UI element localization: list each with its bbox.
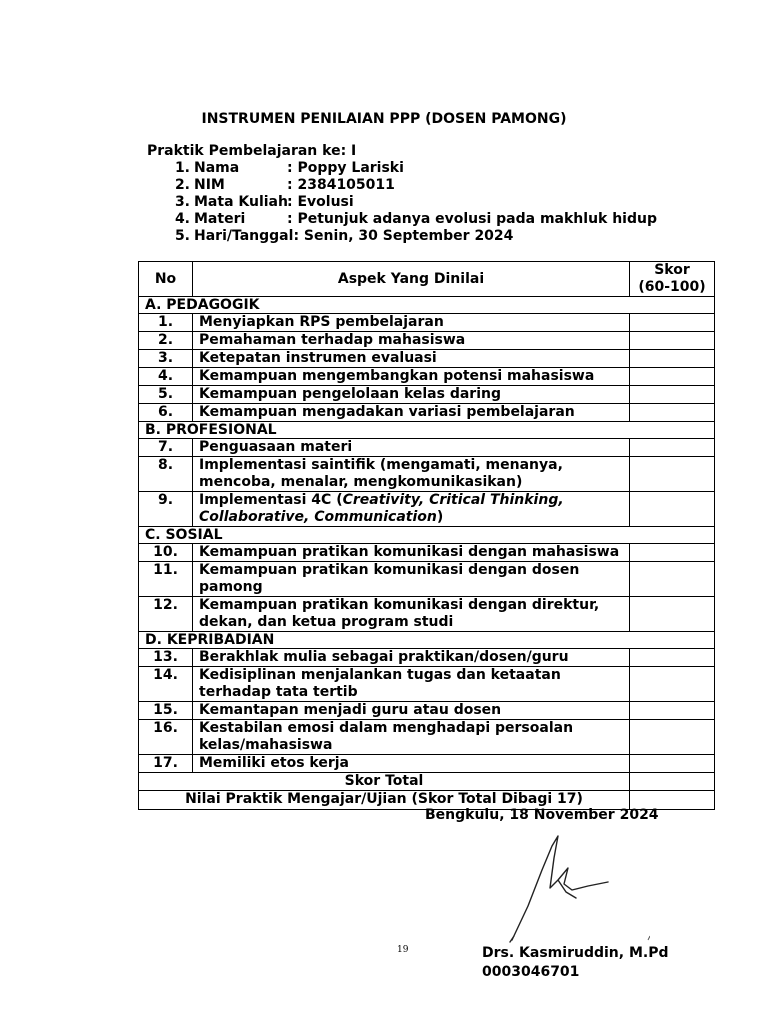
table-row [139, 667, 715, 702]
row-aspect [193, 368, 630, 386]
row-score-cell [630, 404, 715, 422]
row-score-cell [630, 350, 715, 368]
row-aspect-italic: Creativity, Critical Thinking, Collaborative, Communication [199, 492, 564, 525]
row-aspect [193, 667, 630, 702]
table-row [139, 350, 715, 368]
intro-item-label: Materi [194, 211, 246, 227]
row-number: 10. [139, 544, 193, 562]
row-aspect [193, 649, 630, 667]
row-number: 11. [139, 562, 193, 597]
intro-item [147, 228, 657, 245]
row-aspect-after: ) [436, 509, 444, 525]
intro-item-value: : Senin, 30 September 2024 [293, 228, 514, 244]
row-aspect-text: Kemampuan pengelolaan kelas daring [199, 386, 501, 402]
row-aspect-text: Kemampuan pratikan komunikasi dengan dosen pamong [199, 562, 580, 595]
final-label: Nilai Praktik Mengajar/Ujian (Skor Total Dibagi 17) [139, 791, 630, 810]
assessment-table [138, 261, 715, 810]
intro-item-value: : Evolusi [287, 194, 354, 210]
handwritten-signature [480, 828, 650, 948]
row-score-cell [630, 649, 715, 667]
table-row [139, 457, 715, 492]
intro-item-number: 5. [174, 228, 190, 244]
header-score-line1: Skor [654, 262, 690, 278]
intro-heading: Praktik Pembelajaran ke: I [147, 143, 357, 159]
row-number: 4. [139, 368, 193, 386]
row-aspect [193, 404, 630, 422]
row-aspect [193, 492, 630, 527]
page-number: 19 [397, 945, 409, 955]
row-aspect-text: Kemantapan menjadi guru atau dosen [199, 702, 502, 718]
table-row [139, 755, 715, 773]
row-aspect-text: Kestabilan emosi dalam menghadapi persoalan kelas/mahasiswa [199, 720, 574, 753]
row-number: 14. [139, 667, 193, 702]
table-row [139, 702, 715, 720]
section-title: A. PEDAGOGIK [139, 297, 715, 314]
row-aspect-text: Kemampuan pratikan komunikasi dengan mahasiswa [199, 544, 620, 560]
table-row [139, 544, 715, 562]
intro-item [147, 194, 657, 211]
row-aspect-text: Kemampuan mengembangkan potensi mahasiswa [199, 368, 595, 384]
row-aspect [193, 755, 630, 773]
row-score-cell [630, 597, 715, 632]
row-score-cell [630, 332, 715, 350]
row-aspect-text: Ketepatan instrumen evaluasi [199, 350, 437, 366]
row-aspect [193, 386, 630, 404]
row-aspect-text: Berakhlak mulia sebagai praktikan/dosen/guru [199, 649, 569, 665]
intro-item [147, 177, 657, 194]
intro-block [147, 143, 657, 245]
intro-item-value: : Petunjuk adanya evolusi pada makhluk hidup [287, 211, 657, 227]
table-row [139, 597, 715, 632]
row-aspect-text: Implementasi 4C ( [199, 492, 343, 508]
row-aspect [193, 439, 630, 457]
document-title: INSTRUMEN PENILAIAN PPP (DOSEN PAMONG) [201, 111, 567, 127]
row-number: 17. [139, 755, 193, 773]
place-date: Bengkulu, 18 November 2024 [425, 807, 659, 823]
table-row [139, 332, 715, 350]
signatory-block [482, 944, 668, 982]
row-score-cell [630, 492, 715, 527]
row-aspect-text: Memiliki etos kerja [199, 755, 349, 771]
intro-item-label: Mata Kuliah [194, 194, 288, 210]
section-row [139, 422, 715, 439]
table-body [139, 297, 715, 773]
intro-item [147, 211, 657, 228]
row-aspect-text: Kemampuan mengadakan variasi pembelajaran [199, 404, 575, 420]
section-row [139, 527, 715, 544]
section-row [139, 297, 715, 314]
row-number: 16. [139, 720, 193, 755]
section-title: D. KEPRIBADIAN [139, 632, 715, 649]
row-score-cell [630, 755, 715, 773]
row-score-cell [630, 314, 715, 332]
row-aspect-text: Implementasi saintifik (mengamati, menanya, mencoba, menalar, mengkomunikasikan) [199, 457, 563, 490]
intro-item-value: : Poppy Lariski [287, 160, 404, 176]
row-aspect [193, 457, 630, 492]
intro-item [147, 160, 657, 177]
row-number: 12. [139, 597, 193, 632]
intro-item-number: 1. [174, 160, 190, 176]
row-aspect [193, 562, 630, 597]
row-number: 5. [139, 386, 193, 404]
intro-item-number: 4. [174, 211, 190, 227]
header-no: No [139, 262, 193, 297]
section-title: B. PROFESIONAL [139, 422, 715, 439]
signatory-name: Drs. Kasmiruddin, M.Pd [482, 945, 669, 961]
row-number: 9. [139, 492, 193, 527]
row-aspect [193, 720, 630, 755]
table-row [139, 368, 715, 386]
row-score-cell [630, 667, 715, 702]
row-number: 15. [139, 702, 193, 720]
header-aspect: Aspek Yang Dinilai [193, 262, 630, 297]
row-score-cell [630, 562, 715, 597]
row-aspect [193, 702, 630, 720]
table-row [139, 649, 715, 667]
row-number: 6. [139, 404, 193, 422]
row-number: 3. [139, 350, 193, 368]
row-score-cell [630, 720, 715, 755]
row-aspect-text: Menyiapkan RPS pembelajaran [199, 314, 444, 330]
table-row [139, 562, 715, 597]
table-row [139, 492, 715, 527]
section-title: C. SOSIAL [139, 527, 715, 544]
signatory-id: 0003046701 [482, 964, 580, 980]
intro-item-label: NIM [194, 177, 225, 193]
row-aspect [193, 544, 630, 562]
section-row [139, 632, 715, 649]
row-aspect [193, 314, 630, 332]
intro-item-value: : 2384105011 [287, 177, 395, 193]
row-aspect-text: Pemahaman terhadap mahasiswa [199, 332, 466, 348]
intro-item-number: 3. [174, 194, 190, 210]
row-aspect-text: Penguasaan materi [199, 439, 353, 455]
intro-item-label: Hari/Tanggal [194, 228, 294, 244]
header-score [630, 262, 715, 297]
row-number: 7. [139, 439, 193, 457]
row-score-cell [630, 386, 715, 404]
row-number: 13. [139, 649, 193, 667]
row-aspect [193, 350, 630, 368]
table-row [139, 439, 715, 457]
row-number: 2. [139, 332, 193, 350]
total-score-cell [630, 773, 715, 791]
table-row [139, 386, 715, 404]
table-row [139, 404, 715, 422]
table-row [139, 314, 715, 332]
row-number: 8. [139, 457, 193, 492]
row-aspect-text: Kemampuan pratikan komunikasi dengan direktur, dekan, dan ketua program studi [199, 597, 600, 630]
row-aspect [193, 597, 630, 632]
header-score-line2: (60-100) [638, 279, 706, 295]
row-score-cell [630, 544, 715, 562]
row-aspect [193, 332, 630, 350]
intro-item-label: Nama [194, 160, 240, 176]
table-row [139, 720, 715, 755]
row-score-cell [630, 439, 715, 457]
row-score-cell [630, 457, 715, 492]
row-aspect-text: Kedisiplinan menjalankan tugas dan ketaatan terhadap tata tertib [199, 667, 561, 700]
intro-list [147, 160, 657, 245]
row-score-cell [630, 368, 715, 386]
row-number: 1. [139, 314, 193, 332]
row-score-cell [630, 702, 715, 720]
total-label: Skor Total [139, 773, 630, 791]
intro-item-number: 2. [174, 177, 190, 193]
